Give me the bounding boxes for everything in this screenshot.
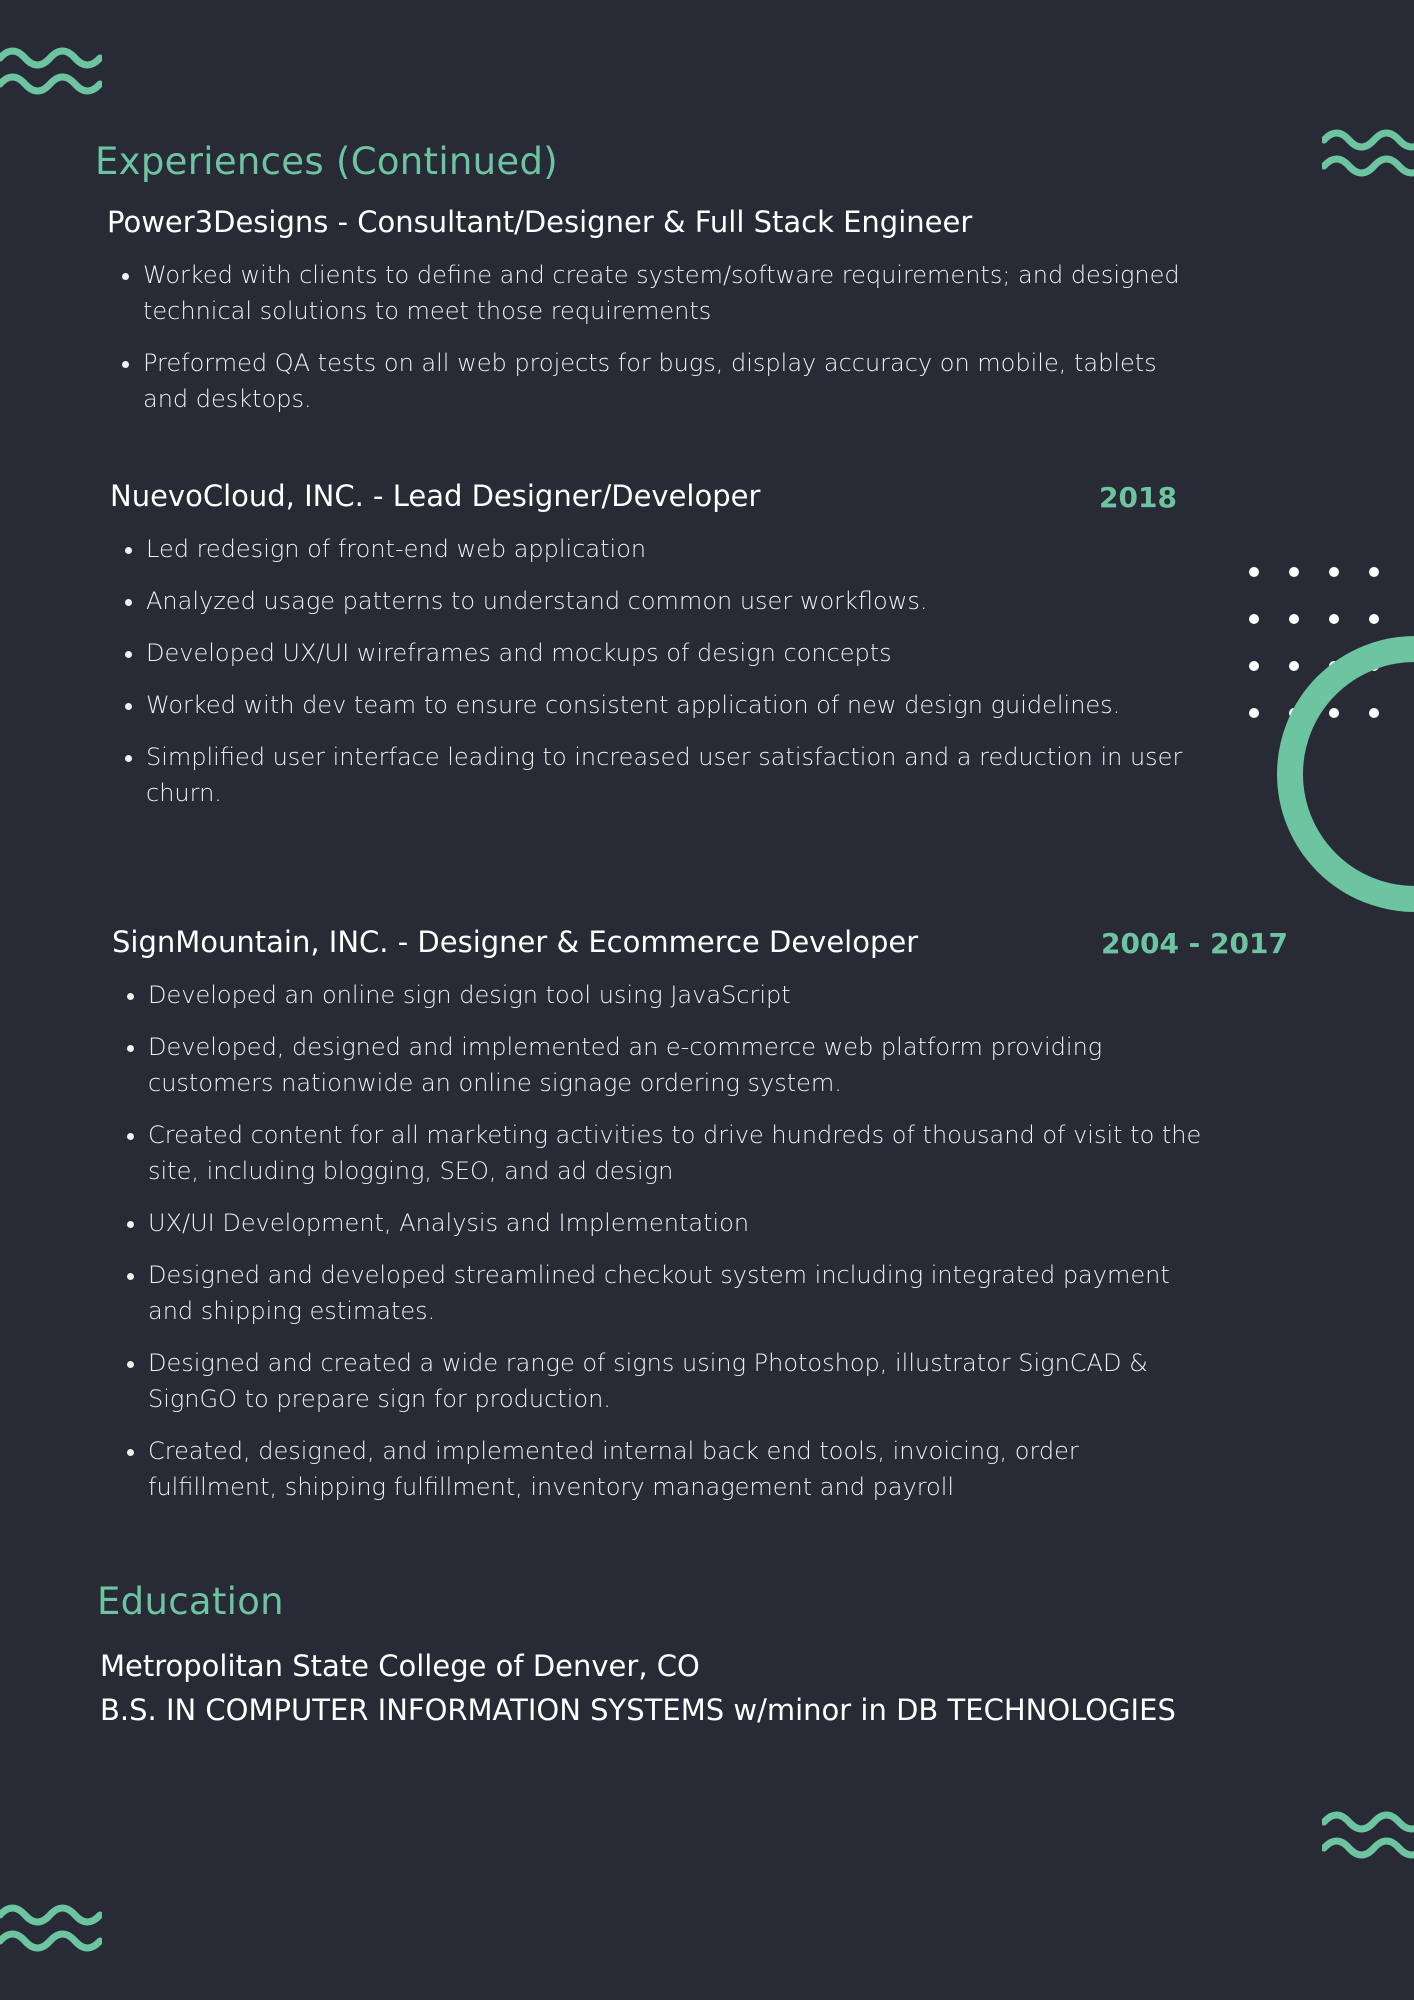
list-item: • Led redesign of front-end web application: [146, 531, 1206, 567]
list-item: • Worked with dev team to ensure consistent application of new design guidelines.: [146, 687, 1206, 723]
experiences-section-title: Experiences (Continued): [95, 140, 559, 183]
job-title: NuevoCloud, INC. - Lead Designer/Developer: [110, 479, 761, 513]
job-entry-signmountain: [112, 925, 1342, 1521]
job-bullets: [107, 257, 1203, 417]
job-entry-nuevocloud: [110, 479, 1340, 827]
wave-icon: [0, 1903, 102, 1955]
list-item: • Analyzed usage patterns to understand common user workflows.: [146, 583, 1206, 619]
job-entry-power3designs: [107, 205, 1337, 433]
job-date: 2018: [1099, 481, 1177, 514]
job-bullets: [110, 531, 1206, 811]
job-title: Power3Designs - Consultant/Designer & Full Stack Engineer: [107, 205, 973, 239]
education-degree: B.S. IN COMPUTER INFORMATION SYSTEMS w/minor in DB TECHNOLOGIES: [100, 1693, 1176, 1727]
education-school: Metropolitan State College of Denver, CO: [100, 1649, 700, 1683]
list-item: • Designed and created a wide range of signs using Photoshop, illustrator SignCAD & SignGO to prepare sign for production.: [148, 1345, 1208, 1417]
list-item: • Developed UX/UI wireframes and mockups of design concepts: [146, 635, 1206, 671]
list-item: • Worked with clients to define and create system/software requirements; and designed technical solutions to meet those requirements: [143, 257, 1203, 329]
list-item: • Designed and developed streamlined checkout system including integrated payment and shipping estimates.: [148, 1257, 1208, 1329]
job-header: [110, 479, 1340, 521]
list-item: • UX/UI Development, Analysis and Implementation: [148, 1205, 1208, 1241]
list-item: • Developed, designed and implemented an e-commerce web platform providing customers nationwide an online signage ordering system.: [148, 1029, 1208, 1101]
education-entry: [100, 1644, 1176, 1732]
list-item: • Preformed QA tests on all web projects for bugs, display accuracy on mobile, tablets and desktops.: [143, 345, 1203, 417]
wave-icon: [1322, 1810, 1414, 1862]
list-item: • Created, designed, and implemented internal back end tools, invoicing, order fulfillment, shipping fulfillment, inventory management and payroll: [148, 1433, 1208, 1505]
education-section-title: Education: [97, 1580, 284, 1623]
list-item: • Developed an online sign design tool using JavaScript: [148, 977, 1208, 1013]
job-title: SignMountain, INC. - Designer & Ecommerce Developer: [112, 925, 919, 959]
list-item: • Simplified user interface leading to increased user satisfaction and a reduction in user churn.: [146, 739, 1206, 811]
job-bullets: [112, 977, 1208, 1505]
wave-icon: [1322, 128, 1414, 180]
wave-icon: [0, 46, 102, 98]
list-item: • Created content for all marketing activities to drive hundreds of thousand of visit to the site, including blogging, SEO, and ad design: [148, 1117, 1208, 1189]
job-header: [107, 205, 1337, 247]
job-date: 2004 - 2017: [1101, 927, 1288, 960]
job-header: [112, 925, 1342, 967]
